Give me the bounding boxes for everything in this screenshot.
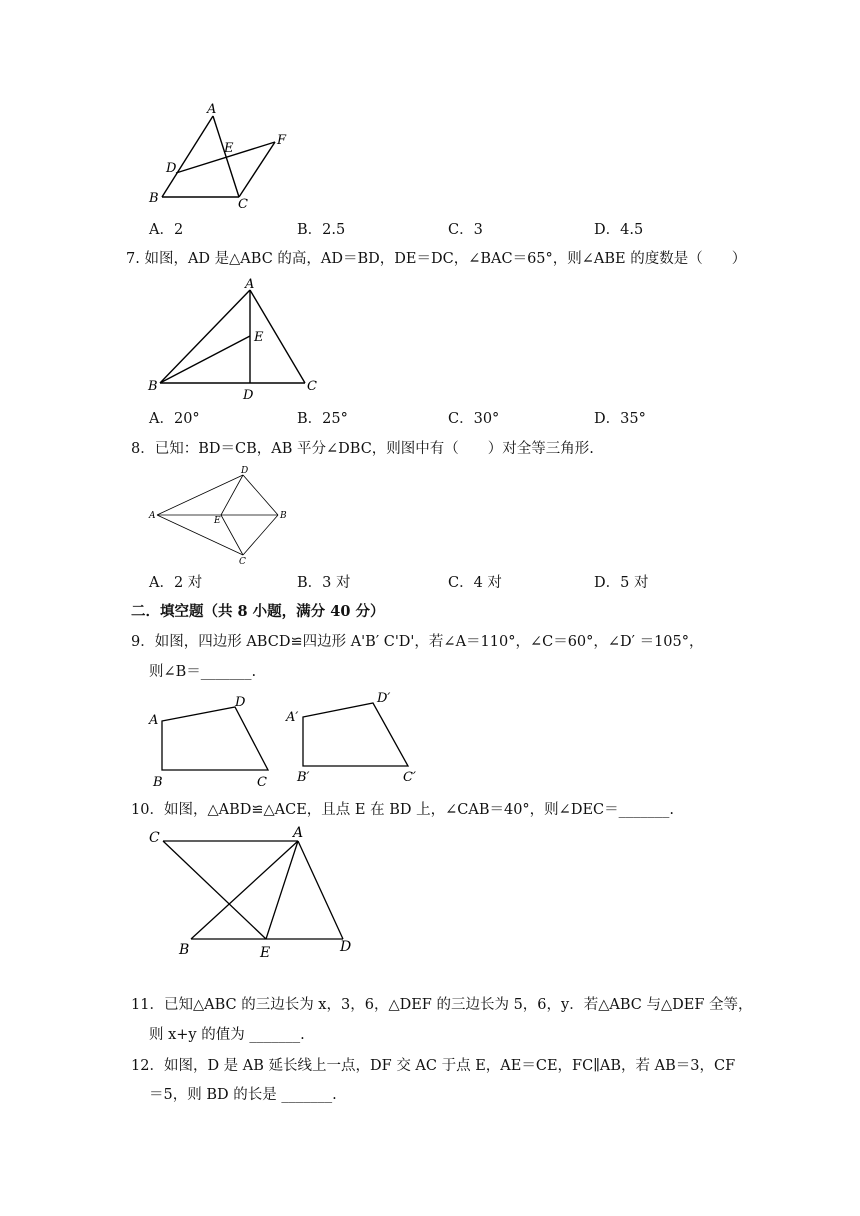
q6-label-F: F — [277, 133, 287, 148]
q7-segment-AB — [160, 290, 250, 383]
q6-option-b[interactable]: B．2.5 — [297, 222, 346, 238]
q7-stem: 7. 如图，AD 是△ABC 的高，AD＝BD，DE＝DC，∠BAC＝65°，则∠ABE 的度数是（ ） — [126, 251, 747, 267]
q6-label-A: A — [207, 102, 217, 117]
q8-option-b[interactable]: B．3 对 — [297, 575, 351, 591]
q7-label-E: E — [254, 330, 264, 345]
q12-stem-line2: ＝5，则 BD 的长是 _______. — [149, 1087, 337, 1103]
q8-segment-CB — [243, 515, 278, 555]
q9-figure — [140, 690, 440, 790]
q6-segment-CF — [239, 142, 275, 197]
q10-label-D: D — [340, 939, 352, 955]
q11-stem-line2: 则 x+y 的值为 _______. — [149, 1027, 305, 1043]
q9-label-B2: B′ — [297, 770, 310, 785]
q8-option-d[interactable]: D．5 对 — [594, 575, 649, 591]
q8-label-E: E — [214, 516, 221, 526]
q7-segment-BE — [160, 336, 250, 383]
q9-quad-ABCD — [162, 707, 268, 770]
q10-segment-AD — [298, 841, 343, 939]
q10-figure — [140, 822, 370, 967]
q10-label-B: B — [179, 942, 190, 958]
q7-label-C: C — [307, 379, 317, 394]
q7-label-A: A — [245, 277, 255, 292]
q8-label-D: D — [241, 466, 249, 476]
q12-stem-line1: 12．如图，D 是 AB 延长线上一点，DF 交 AC 于点 E，AE＝CE，FC∥AB，若 AB＝3，CF — [131, 1058, 736, 1074]
q8-segment-AD — [157, 475, 243, 515]
q6-label-C: C — [238, 197, 248, 212]
q7-option-c[interactable]: C．30° — [448, 411, 500, 427]
q10-label-E: E — [260, 945, 271, 961]
q8-label-A: A — [149, 511, 156, 521]
q9-label-A: A — [149, 713, 159, 728]
q9-label-B: B — [153, 775, 163, 790]
q7-figure — [140, 275, 330, 405]
q8-label-B: B — [280, 511, 287, 521]
q6-label-D: D — [166, 161, 177, 176]
q6-segment-AB — [162, 116, 213, 197]
q6-label-E: E — [224, 141, 234, 156]
q6-segment-AC — [213, 116, 239, 197]
q9-label-D: D — [235, 695, 246, 710]
q8-segment-DB — [243, 475, 278, 515]
q9-stem-line2: 则∠B＝_______. — [149, 664, 257, 680]
q6-option-c[interactable]: C．3 — [448, 222, 483, 238]
q8-option-c[interactable]: C．4 对 — [448, 575, 502, 591]
q9-label-C2: C′ — [403, 770, 416, 785]
q10-segment-CE — [163, 841, 266, 939]
q9-label-A2: A′ — [286, 710, 299, 725]
q10-label-C: C — [149, 830, 160, 846]
q7-label-D: D — [243, 388, 254, 403]
q8-stem: 8．已知：BD＝CB，AB 平分∠DBC，则图中有（ ）对全等三角形. — [131, 441, 594, 457]
q10-stem: 10．如图，△ABD≌△ACE，且点 E 在 BD 上，∠CAB＝40°，则∠DEC＝_______. — [131, 802, 674, 818]
q8-figure — [145, 463, 295, 568]
q8-option-a[interactable]: A．2 对 — [149, 575, 203, 591]
q8-label-C: C — [239, 557, 246, 567]
q11-stem-line1: 11．已知△ABC 的三边长为 x，3，6，△DEF 的三边长为 5，6，y．若△ABC 与△DEF 全等， — [131, 997, 753, 1013]
q7-option-d[interactable]: D．35° — [594, 411, 646, 427]
q6-option-a[interactable]: A．2 — [149, 222, 184, 238]
q9-stem-line1: 9．如图，四边形 ABCD≌四边形 A'B′ C'D'，若∠A＝110°，∠C＝60°，∠D′ ＝105°， — [131, 634, 704, 650]
q10-label-A: A — [293, 825, 304, 841]
section2-heading: 二．填空题（共 8 小题，满分 40 分） — [131, 603, 385, 620]
q7-option-a[interactable]: A．20° — [149, 411, 200, 427]
q6-figure — [140, 98, 300, 213]
q7-label-B: B — [148, 379, 158, 394]
q6-label-B: B — [149, 191, 159, 206]
q6-option-d[interactable]: D．4.5 — [594, 222, 644, 238]
q8-segment-CE — [221, 515, 243, 555]
q7-option-b[interactable]: B．25° — [297, 411, 348, 427]
q8-segment-DE — [221, 475, 243, 515]
q9-label-D2: D′ — [377, 691, 391, 706]
q9-label-C: C — [257, 775, 267, 790]
q9-quad-A2B2C2D2 — [303, 703, 408, 766]
q8-segment-AC — [157, 515, 243, 555]
